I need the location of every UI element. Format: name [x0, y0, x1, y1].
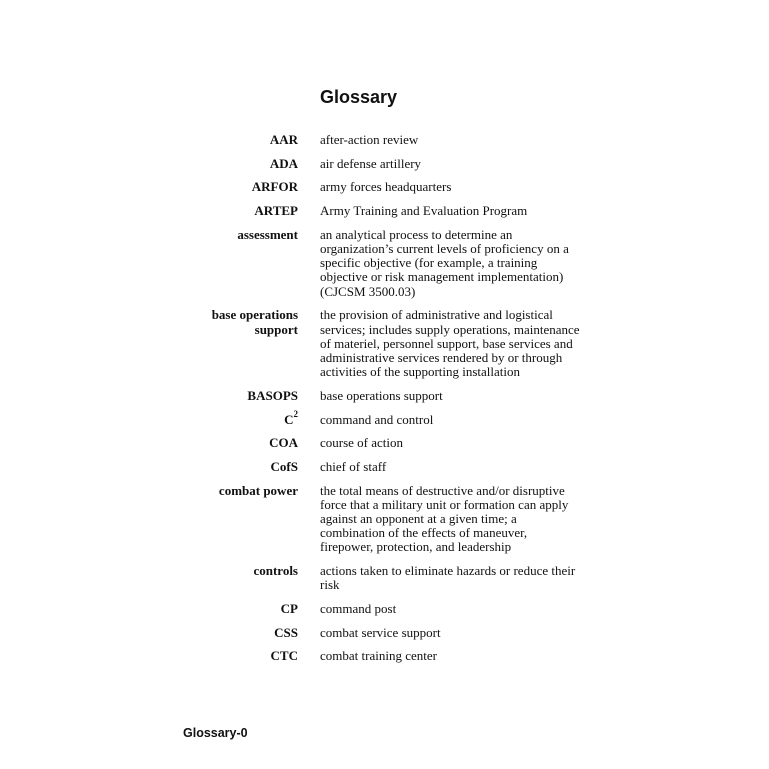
- glossary-entry: [0, 157, 769, 171]
- glossary-definition: the total means of destructive and/or disruptive force that a military unit or formation can apply against an opponent at a given time; a combination of the effects of maneuver, firepower, protection, and leadership: [320, 482, 569, 555]
- glossary-term: AAR: [269, 132, 298, 147]
- page-footer: Glossary-0: [183, 726, 248, 740]
- glossary-entry: [0, 180, 769, 194]
- glossary-definition: course of action: [320, 435, 404, 451]
- glossary-definition: combat training center: [320, 648, 437, 664]
- glossary-definition: the provision of administrative and logistical services; includes supply operations, maintenance of materiel, personnel support, base services and administrative services rendered by or through activities of the supporting installation: [320, 307, 580, 380]
- glossary-definition: base operations support: [320, 387, 443, 403]
- glossary-entry: [0, 204, 769, 218]
- glossary-term: CTC: [270, 648, 298, 664]
- glossary-definition: command post: [320, 601, 397, 617]
- glossary-term: CP: [280, 601, 298, 617]
- glossary-term: CSS: [274, 624, 298, 640]
- glossary-entry: [0, 389, 769, 403]
- glossary-entry: [0, 228, 769, 299]
- glossary-entry: [0, 484, 769, 555]
- glossary-definition: air defense artillery: [320, 155, 422, 171]
- glossary-definition: an analytical process to determine an organization’s current levels of proficiency on a specific objective (for example, a training objective or risk management implementation) (CJCSM 3500.03): [320, 226, 569, 299]
- glossary-entry: [0, 436, 769, 450]
- glossary-definition: combat service support: [320, 624, 441, 640]
- glossary-entry: [0, 409, 769, 427]
- glossary-list: [0, 133, 769, 673]
- glossary-term: BASOPS: [247, 387, 298, 403]
- glossary-term-superscript: 2: [293, 409, 298, 420]
- glossary-term: CofS: [270, 458, 298, 474]
- glossary-definition: after-action review: [320, 132, 419, 147]
- glossary-term: ARTEP: [254, 203, 298, 219]
- glossary-term: [284, 409, 298, 427]
- glossary-definition: Army Training and Evaluation Program: [320, 203, 528, 219]
- glossary-term: combat power: [218, 482, 298, 498]
- glossary-term-line: support: [254, 321, 298, 337]
- glossary-definition: chief of staff: [320, 458, 387, 474]
- glossary-definition: army forces headquarters: [320, 179, 452, 195]
- glossary-term: ARFOR: [251, 179, 298, 195]
- page-title: Glossary: [320, 87, 398, 107]
- glossary-term-line: base operations: [211, 307, 298, 323]
- glossary-term: [212, 308, 298, 336]
- glossary-entry: [0, 133, 769, 147]
- glossary-term: COA: [269, 435, 298, 451]
- glossary-entry: [0, 649, 769, 663]
- glossary-entry: [0, 460, 769, 474]
- glossary-term: controls: [253, 563, 298, 579]
- glossary-entry: [0, 626, 769, 640]
- glossary-entry: [0, 564, 769, 592]
- glossary-term-base: C: [284, 411, 294, 427]
- glossary-entry: [0, 602, 769, 616]
- glossary-definition: command and control: [320, 411, 434, 427]
- glossary-term: ADA: [269, 155, 298, 171]
- glossary-term: assessment: [237, 226, 298, 242]
- glossary-definition: actions taken to eliminate hazards or reduce their risk: [320, 563, 576, 593]
- glossary-entry: [0, 308, 769, 379]
